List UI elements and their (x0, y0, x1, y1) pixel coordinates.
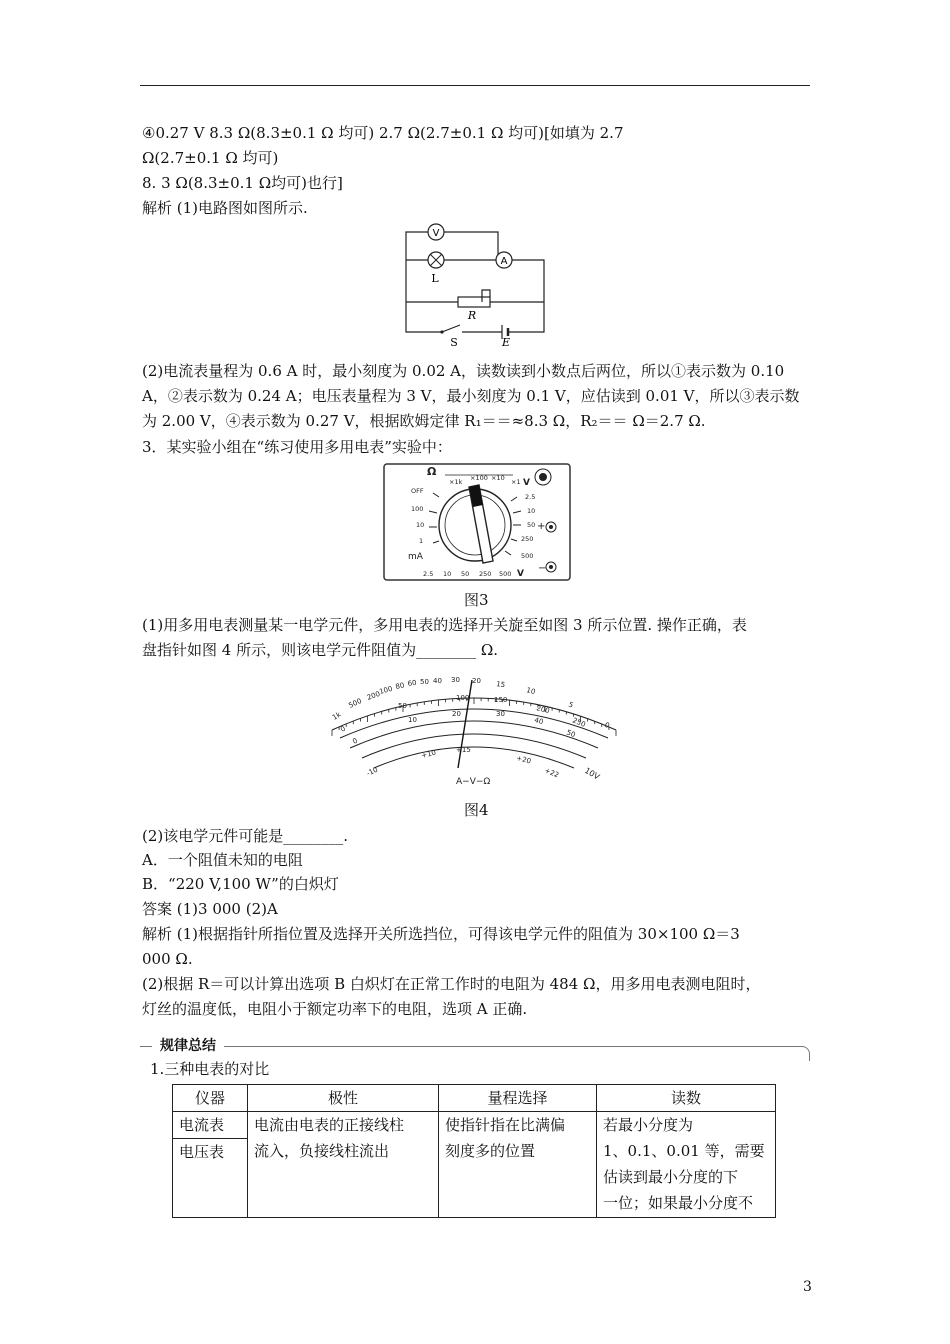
fig3-v-label-top: V (523, 478, 530, 488)
fig4-ohm-100: 100 (378, 684, 394, 696)
fig4-ohm-10: 10 (525, 686, 537, 697)
polarity-line: 流入，负接线柱流出 (254, 1142, 390, 1160)
analysis2-line-3: (2)根据 R＝可以计算出选项 B 白炽灯在正常工作时的电阻为 484 Ω，用多用电表测电阻时， (142, 975, 761, 993)
analysis2-line-2: 000 Ω. (142, 950, 193, 968)
fig3-v-500: 500 (521, 552, 534, 560)
reading-line: 估读到最小分度的下 (603, 1168, 739, 1186)
part2-line-3: 为 2.00 V，④表示数为 0.27 V，根据欧姆定律 R₁＝＝≈8.3 Ω，R₂＝＝ Ω＝2.7 Ω. (142, 412, 706, 430)
fig4-ohm-1k: 1k (331, 710, 343, 722)
analysis-line-1: 解析 (1)电路图如图所示. (142, 199, 308, 217)
table-row (173, 1112, 776, 1139)
fig3-bottom-500: 500 (499, 570, 512, 578)
fig3-ma-10: 10 (416, 521, 425, 529)
part2-line-2: A，②表示数为 0.24 A；电压表量程为 3 V，最小刻度为 0.1 V，应估读到 0.01 V，所以③表示数 (142, 387, 800, 405)
table-cell-reading (597, 1112, 776, 1218)
fig4-dc-250: 250 (571, 716, 587, 729)
fig4-ac-30: 30 (496, 710, 505, 718)
question3-title: 3．某实验小组在“练习使用多用电表”实验中： (142, 438, 452, 456)
option-a: A．一个阻值未知的电阻 (142, 851, 303, 869)
fig4-dc-50: 50 (398, 702, 407, 710)
fig4-db-plus10: +10 (420, 748, 437, 760)
fig4-ac-40: 40 (533, 716, 545, 727)
summary-subtitle: 1.三种电表的对比 (150, 1060, 270, 1078)
answer-line-3: 8. 3 Ω(8.3±0.1 Ω均可)也行] (142, 174, 343, 192)
table-cell-polarity (248, 1112, 439, 1218)
fig4-dc-200: 200 (535, 704, 551, 716)
fig3-multimeter-selector (383, 463, 571, 581)
table-header-cell: 量程选择 (439, 1085, 597, 1112)
fig3-off-label: OFF (411, 487, 424, 495)
fig4-db-plus20: +20 (515, 754, 532, 766)
table-header-cell: 仪器 (173, 1085, 248, 1112)
fig3-range-x1: ×1 (511, 478, 521, 486)
fig3-range-x10: ×10 (491, 474, 505, 482)
fig3-ma-1: 1 (419, 537, 424, 545)
fig3-v-label-bottom: V (517, 569, 524, 579)
fig4-ohm-20: 20 (472, 677, 481, 685)
fig3-plus-terminal-label: + (537, 521, 546, 532)
fig4-ac-50: 50 (565, 728, 577, 740)
circuit-diagram (398, 222, 552, 346)
fig4-ohm-50: 50 (420, 678, 429, 686)
fig4-ohm-200: 200 (365, 689, 382, 702)
fig3-ma-label: mA (408, 552, 423, 562)
table-cell-instrument: 电流表 (173, 1112, 248, 1139)
fig3-v-250: 250 (521, 535, 534, 543)
battery-label: E (501, 336, 511, 346)
page-number: 3 (803, 1279, 812, 1295)
fig4-db-minus10: -10 (365, 765, 380, 778)
table-header-cell: 极性 (248, 1085, 439, 1112)
summary-header-label: 规律总结 (152, 1036, 224, 1056)
fig3-range-x1k: ×1k (449, 478, 463, 486)
fig4-ac-0: 0 (351, 736, 359, 746)
fig3-bottom-50: 50 (461, 570, 470, 578)
part2-line-1: (2)电流表量程为 0.6 A 时，最小刻度为 0.02 A，读数读到小数点后两位，所以①表示数为 0.10 (142, 362, 785, 380)
fig3-bottom-2-5: 2.5 (423, 570, 434, 578)
fig3-ma-100: 100 (411, 505, 424, 513)
q3-part2-line: (2)该电学元件可能是________. (142, 827, 349, 845)
fig4-10v-label: 10V (583, 765, 602, 782)
answer-line-2: Ω(2.7±0.1 Ω 均可) (142, 149, 279, 167)
fig3-v-10: 10 (527, 507, 536, 515)
fig4-unit-label: A−V−Ω (456, 777, 491, 787)
fig4-dc-0: 0 (339, 724, 347, 734)
q3-part1-line-2: 盘指针如图 4 所示，则该电学元件阻值为________ Ω. (142, 641, 499, 659)
fig3-bottom-10: 10 (443, 570, 452, 578)
fig4-dc-100: 100 (456, 694, 470, 702)
table-header-row (173, 1085, 776, 1112)
polarity-line: 电流由电表的正接线柱 (254, 1116, 405, 1134)
fig4-ohm-60: 60 (407, 678, 418, 688)
fig4-ohm-30: 30 (451, 676, 460, 684)
option-b: B．“220 V,100 W”的白炽灯 (142, 875, 339, 893)
answer-line: 答案 (1)3 000 (2)A (142, 900, 278, 918)
fig4-ohm-0: 0 (603, 720, 611, 730)
fig4-ohm-15: 15 (495, 680, 506, 690)
fig4-db-plus22: +22 (543, 766, 560, 780)
lamp-label: L (431, 272, 439, 285)
rheostat-label: R (467, 309, 477, 322)
meter-comparison-table (172, 1084, 776, 1218)
range-line: 使指针指在比满偏 (445, 1116, 566, 1134)
table-cell-instrument: 电压表 (173, 1139, 248, 1218)
fig3-range-x100: ×100 (470, 474, 488, 482)
reading-line: 1、0.1、0.01 等，需要 (603, 1142, 765, 1160)
fig4-ac-10: 10 (408, 716, 417, 724)
switch-label: S (450, 336, 458, 346)
reading-line: 若最小分度为 (603, 1116, 694, 1134)
analysis2-line-1: 解析 (1)根据指针所指位置及选择开关所选挡位，可得该电学元件的阻值为 30×100 Ω＝3 (142, 925, 740, 943)
voltmeter-symbol-label: V (432, 228, 440, 239)
fig4-dc-150: 150 (494, 696, 508, 704)
fig4-ohm-500: 500 (347, 696, 363, 710)
table-header-cell: 读数 (597, 1085, 776, 1112)
q3-part1-line-1: (1)用多用电表测量某一电学元件，多用电表的选择开关旋至如图 3 所示位置. 操作正确，表 (142, 616, 747, 634)
fig4-ohm-80: 80 (394, 681, 406, 691)
analysis2-line-4: 灯丝的温度低，电阻小于额定功率下的电阻，选项 A 正确. (142, 1000, 528, 1018)
answer-line-1: ④0.27 V 8.3 Ω(8.3±0.1 Ω 均可) 2.7 Ω(2.7±0.1 Ω 均可)[如填为 2.7 (142, 124, 624, 142)
fig4-multimeter-dial (320, 672, 632, 788)
fig4-ohm-40: 40 (433, 677, 442, 685)
fig3-v-50: 50 (527, 521, 536, 529)
reading-line: 一位；如果最小分度不 (603, 1194, 754, 1212)
ammeter-symbol-label: A (500, 256, 508, 267)
fig4-ohm-5: 5 (567, 700, 575, 710)
fig4-caption: 图4 (464, 801, 489, 819)
fig3-ohm-label: Ω (427, 465, 437, 478)
table-cell-range (439, 1112, 597, 1218)
header-rule (140, 85, 810, 86)
fig4-db-plus15: +15 (456, 746, 471, 754)
fig3-minus-terminal-label: − (538, 563, 547, 574)
range-line: 刻度多的位置 (445, 1142, 536, 1160)
fig4-ac-20: 20 (452, 710, 461, 718)
fig3-caption: 图3 (464, 591, 489, 609)
fig3-bottom-250: 250 (479, 570, 492, 578)
fig3-v-2-5: 2.5 (525, 493, 536, 501)
summary-header (140, 1036, 810, 1056)
